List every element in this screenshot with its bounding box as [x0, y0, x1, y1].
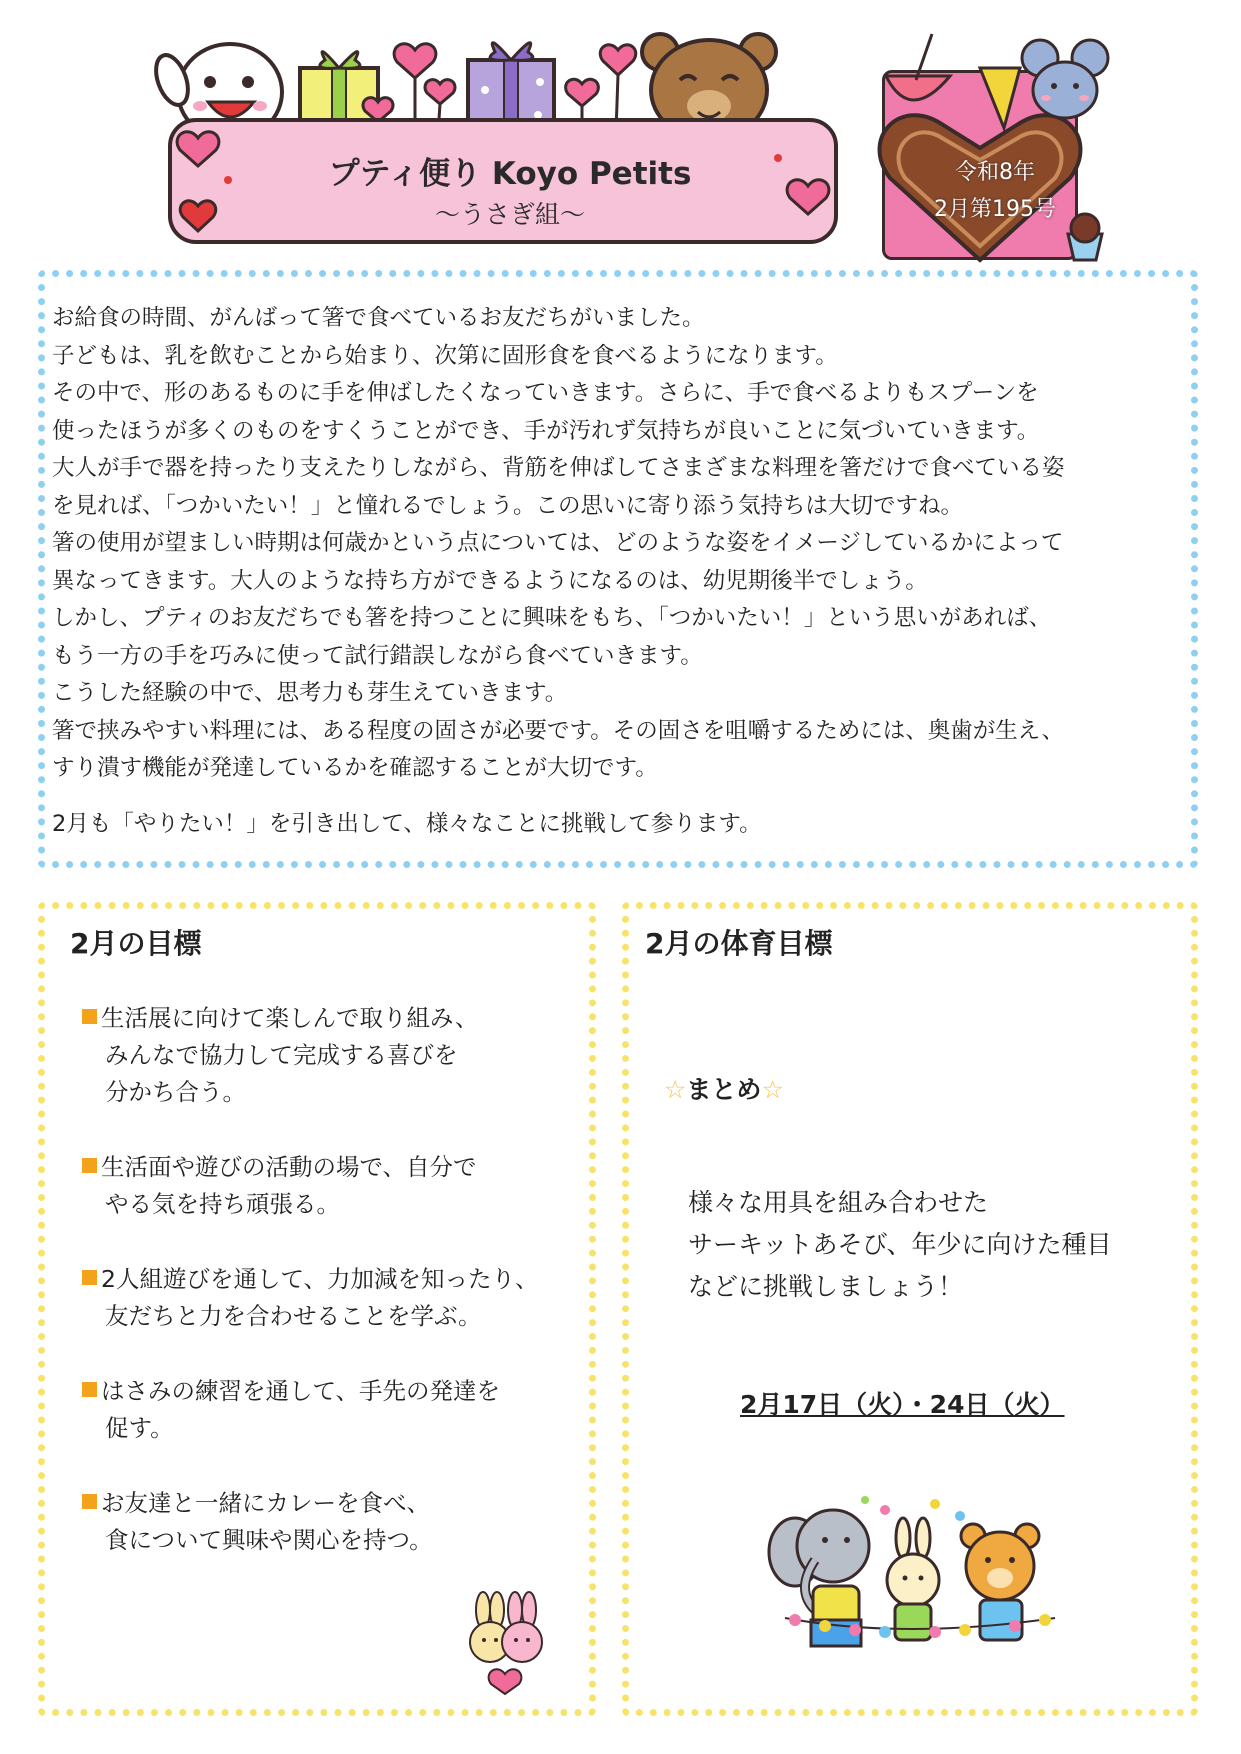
pe-dates: 2月17日（火）・24日（火）	[740, 1390, 1065, 1419]
intro-line: 箸で挟みやすい料理には、ある程度の固さが必要です。その固さを咀嚼するためには、奥歯が生え、	[52, 717, 1065, 744]
goal-item: はさみの練習を通して、手先の発達を 促す。	[82, 1373, 500, 1447]
class-name: 〜うさぎ組〜	[434, 200, 585, 229]
square-bullet-icon	[82, 1382, 97, 1397]
intro-line: を見れば、「つかいたい！」と憧れるでしょう。この思いに寄り添う気持ちは大切ですね。	[52, 492, 964, 519]
intro-line: お給食の時間、がんばって箸で食べているお友だちがいました。	[52, 305, 705, 331]
issue-year: 令和8年	[955, 160, 1035, 185]
intro-line: 使ったほうが多くのものをすくうことができ、手が汚れず気持ちが良いことに気づいていきます。	[52, 417, 1040, 444]
star-icon: ☆	[664, 1075, 687, 1104]
intro-line: 異なってきます。大人のような持ち方ができるようになるのは、幼児期後半でしょう。	[52, 567, 928, 594]
goal-item: 2人組遊びを通して、力加減を知ったり、 友だちと力を合わせることを学ぶ。	[82, 1261, 538, 1335]
heart-chocolate-icon	[880, 28, 1110, 268]
goal-item: 生活展に向けて楽しんで取り組み、 みんなで協力して完成する喜びを 分かち合う。	[82, 1000, 478, 1111]
goals-title: 2月の目標	[70, 927, 202, 960]
goal-item: お友達と一緒にカレーを食べ、 食について興味や関心を持つ。	[82, 1485, 433, 1559]
newsletter-title: プティ便り Koyo Petits	[328, 156, 692, 192]
intro-closing: 2月も「やりたい！」を引き出して、様々なことに挑戦して参ります。	[52, 811, 762, 837]
intro-line: もう一方の手を巧みに使って試行錯誤しながら食べていきます。	[52, 642, 703, 669]
intro-line: 子どもは、乳を飲むことから始まり、次第に固形食を食べるようになります。	[52, 342, 838, 369]
intro-line: その中で、形のあるものに手を伸ばしたくなっていきます。さらに、手で食べるよりもスプーンを	[52, 380, 1039, 406]
summary-heading: ☆まとめ☆	[664, 1075, 784, 1104]
intro-line: 箸の使用が望ましい時期は何歳かという点については、どのような姿をイメージしているかによって	[52, 530, 1064, 556]
animals-illustration	[755, 1490, 1075, 1670]
intro-line: こうした経験の中で、思考力も芽生えていきます。	[52, 680, 568, 706]
rabbit-character-icon	[887, 1518, 939, 1640]
bunnies-illustration	[455, 1592, 555, 1690]
pe-goals-title: 2月の体育目標	[645, 927, 833, 960]
square-bullet-icon	[82, 1158, 97, 1173]
square-bullet-icon	[82, 1270, 97, 1285]
intro-line: しかし、プティのお友だちでも箸を持つことに興味をもち、「つかいたい！」という思いがあれば、	[52, 605, 1052, 631]
star-icon: ☆	[761, 1075, 784, 1104]
issue-number: 2月第195号	[934, 197, 1056, 222]
intro-line: 大人が手で器を持ったり支えたりしながら、背筋を伸ばしてさまざまな料理を箸だけで食べている姿	[52, 455, 1065, 481]
pe-description: 様々な用具を組み合わせた サーキットあそび、年少に向けた種目 などに挑戦しましょう！	[688, 1188, 1112, 1301]
goal-item: 生活面や遊びの活動の場で、自分で やる気を持ち頑張る。	[82, 1149, 477, 1223]
intro-text	[52, 300, 1192, 788]
square-bullet-icon	[82, 1494, 97, 1509]
square-bullet-icon	[82, 1009, 97, 1024]
intro-line: すり潰す機能が発達しているかを確認することが大切です。	[52, 755, 658, 781]
mouse-character-icon	[1022, 40, 1108, 118]
